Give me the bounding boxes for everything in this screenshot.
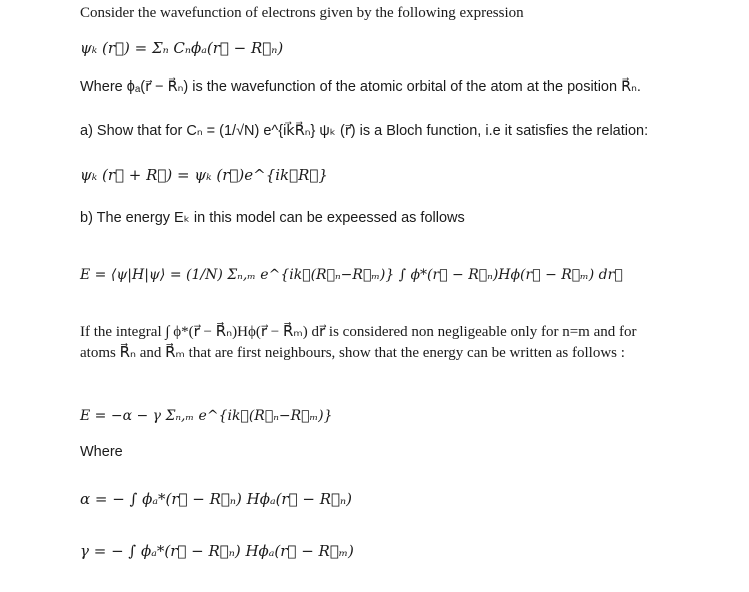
alpha-equation: α = − ∫ ϕₐ*(r⃗ − R⃗ₙ) Hϕₐ(r⃗ − R⃗ₙ) [80,490,352,508]
gamma-equation: γ = − ∫ ϕₐ*(r⃗ − R⃗ₙ) Hϕₐ(r⃗ − R⃗ₘ) [80,542,354,560]
where-label: Where [80,444,123,460]
intro-text: Consider the wavefunction of electrons given by the following expression [80,5,524,21]
where-phi-text: Where ϕₐ(r⃗ − R⃗ₙ) is the wavefunction of the atomic orbital of the atom at the position R⃗ₙ. [80,79,641,95]
energy-result-equation: E = −α − γ Σₙ,ₘ e^{ik⃗(R⃗ₙ−R⃗ₘ)} [80,408,333,424]
condition-text: If the integral ∫ ϕ*(r⃗ − R⃗ₙ)Hϕ(r⃗ − R⃗ₘ) dr⃗ is considered non negligeable only for n=m and for atoms R⃗ₙ and R⃗ₘ that are first neighbours, show that the energy can be written as follows : [80,324,637,361]
energy-equation: E = ⟨ψ|H|ψ⟩ = (1/N) Σₙ,ₘ e^{ik⃗(R⃗ₙ−R⃗ₘ)} ∫ ϕ*(r⃗ − R⃗ₙ)Hϕ(r⃗ − R⃗ₘ) dr⃗ [80,267,623,283]
wavefunction-equation: ψₖ (r⃗) = Σₙ Cₙϕₐ(r⃗ − R⃗ₙ) [80,39,284,57]
bloch-equation: ψₖ (r⃗ + R⃗) = ψₖ (r⃗)e^{ik⃗R⃗} [80,166,328,184]
part-a-text: a) Show that for Cₙ = (1/√N) e^{ik⃗R⃗ₙ} ψₖ (r⃗) is a Bloch function, i.e it satisfies the relation: [80,123,649,139]
part-b-text: b) The energy Eₖ in this model can be expeessed as follows [80,210,465,226]
